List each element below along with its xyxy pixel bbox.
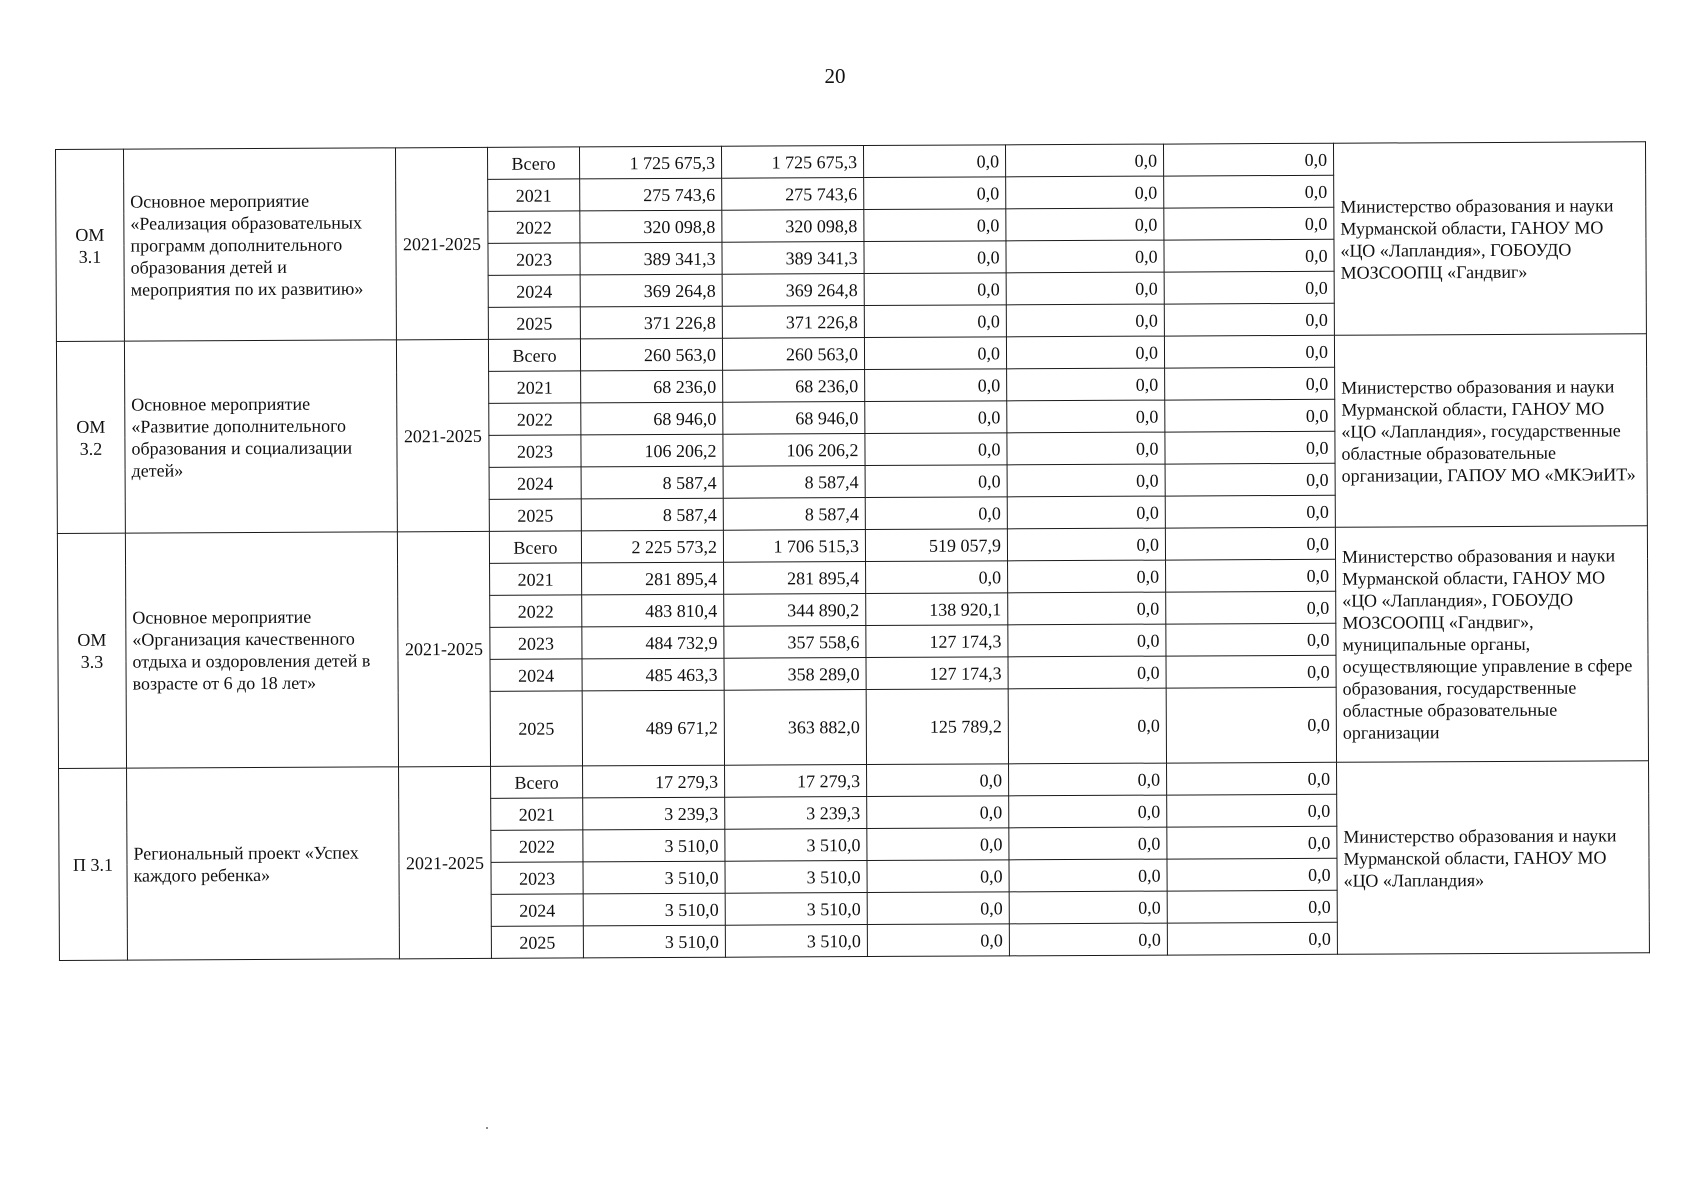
table-body bbox=[56, 142, 1650, 961]
year-cell: 2022 bbox=[490, 595, 582, 627]
budget-cell: 17 279,3 bbox=[725, 765, 867, 798]
section-executors: Министерство образования и науки Мурманской области, ГАНОУ МО «ЦО «Лапландия», ГОБОУДО МОЗСООПЦ «Гандвиг», муниципальные органы, осуществляющие управление в сфере образования, государственные областные образовательные организации bbox=[1335, 526, 1648, 763]
total-cell: 2 225 573,2 bbox=[581, 530, 723, 563]
total-cell: 275 743,6 bbox=[580, 178, 722, 211]
budget-cell: 3 239,3 bbox=[725, 797, 867, 830]
section-name: Основное мероприятие «Организация качественного отдыха и оздоровления детей в возрасте от 6 до 18 лет» bbox=[125, 532, 398, 768]
total-cell: 68 946,0 bbox=[581, 402, 723, 435]
federal-cell: 0,0 bbox=[867, 796, 1009, 829]
other-cell: 0,0 bbox=[1166, 559, 1336, 592]
year-cell: 2023 bbox=[491, 862, 583, 894]
local-cell: 0,0 bbox=[1009, 795, 1167, 828]
federal-cell: 0,0 bbox=[867, 860, 1009, 893]
budget-cell: 68 236,0 bbox=[723, 370, 865, 403]
local-cell: 0,0 bbox=[1008, 688, 1166, 764]
local-cell: 0,0 bbox=[1006, 272, 1164, 305]
local-cell: 0,0 bbox=[1007, 464, 1165, 497]
federal-cell: 127 174,3 bbox=[866, 657, 1008, 690]
budget-cell: 275 743,6 bbox=[722, 178, 864, 211]
total-cell: 3 510,0 bbox=[583, 925, 725, 958]
budget-cell: 357 558,6 bbox=[724, 626, 866, 659]
year-cell: 2025 bbox=[490, 691, 582, 766]
other-cell: 0,0 bbox=[1164, 175, 1334, 208]
other-cell: 0,0 bbox=[1166, 687, 1336, 763]
year-cell: Всего bbox=[489, 531, 581, 563]
year-cell: 2025 bbox=[488, 307, 580, 339]
local-cell: 0,0 bbox=[1009, 859, 1167, 892]
federal-cell: 0,0 bbox=[865, 369, 1007, 402]
local-cell: 0,0 bbox=[1009, 827, 1167, 860]
year-cell: 2021 bbox=[490, 563, 582, 595]
budget-cell: 1 706 515,3 bbox=[723, 530, 865, 563]
other-cell: 0,0 bbox=[1164, 335, 1334, 368]
year-cell: 2025 bbox=[489, 499, 581, 531]
section-period: 2021-2025 bbox=[399, 766, 492, 958]
total-cell: 484 732,9 bbox=[582, 626, 724, 659]
federal-cell: 0,0 bbox=[865, 465, 1007, 498]
budget-cell: 260 563,0 bbox=[722, 338, 864, 371]
total-cell: 106 206,2 bbox=[581, 434, 723, 467]
local-cell: 0,0 bbox=[1006, 240, 1164, 273]
budget-cell: 3 510,0 bbox=[725, 829, 867, 862]
total-cell: 489 671,2 bbox=[582, 690, 724, 766]
local-cell: 0,0 bbox=[1009, 923, 1167, 956]
total-cell: 369 264,8 bbox=[580, 274, 722, 307]
federal-cell: 0,0 bbox=[867, 828, 1009, 861]
federal-cell: 0,0 bbox=[867, 892, 1009, 925]
budget-cell: 371 226,8 bbox=[722, 306, 864, 339]
table-row bbox=[59, 761, 1649, 801]
table-row bbox=[56, 142, 1646, 182]
local-cell: 0,0 bbox=[1006, 208, 1164, 241]
budget-cell: 358 289,0 bbox=[724, 658, 866, 691]
local-cell: 0,0 bbox=[1007, 368, 1165, 401]
other-cell: 0,0 bbox=[1165, 463, 1335, 496]
federal-cell: 0,0 bbox=[864, 337, 1006, 370]
budget-cell: 1 725 675,3 bbox=[721, 146, 863, 179]
year-cell: 2021 bbox=[488, 179, 580, 211]
other-cell: 0,0 bbox=[1167, 890, 1337, 923]
total-cell: 3 239,3 bbox=[583, 797, 725, 830]
section-code: П 3.1 bbox=[59, 768, 128, 960]
federal-cell: 0,0 bbox=[863, 145, 1005, 178]
federal-cell: 0,0 bbox=[865, 497, 1007, 530]
budget-cell: 8 587,4 bbox=[723, 466, 865, 499]
section-period: 2021-2025 bbox=[395, 147, 488, 339]
local-cell: 0,0 bbox=[1008, 624, 1166, 657]
other-cell: 0,0 bbox=[1164, 271, 1334, 304]
year-cell: 2025 bbox=[491, 926, 583, 958]
total-cell: 260 563,0 bbox=[580, 338, 722, 371]
section-period: 2021-2025 bbox=[397, 531, 490, 766]
budget-cell: 3 510,0 bbox=[725, 925, 867, 958]
total-cell: 1 725 675,3 bbox=[579, 146, 721, 179]
table-row bbox=[56, 334, 1646, 374]
scan-speck bbox=[486, 1127, 488, 1129]
local-cell: 0,0 bbox=[1009, 763, 1167, 796]
year-cell: 2023 bbox=[488, 243, 580, 275]
local-cell: 0,0 bbox=[1006, 304, 1164, 337]
local-cell: 0,0 bbox=[1007, 400, 1165, 433]
section-period: 2021-2025 bbox=[396, 339, 489, 531]
budget-cell: 68 946,0 bbox=[723, 402, 865, 435]
total-cell: 371 226,8 bbox=[580, 306, 722, 339]
year-cell: 2022 bbox=[489, 403, 581, 435]
local-cell: 0,0 bbox=[1007, 528, 1165, 561]
other-cell: 0,0 bbox=[1165, 367, 1335, 400]
local-cell: 0,0 bbox=[1007, 432, 1165, 465]
section-name: Основное мероприятие «Развитие дополнительного образования и социализации детей» bbox=[124, 340, 397, 533]
budget-cell: 8 587,4 bbox=[723, 498, 865, 531]
budget-sheet bbox=[55, 141, 1649, 961]
section-name: Основное мероприятие «Реализация образовательных программ дополнительного образования детей и мероприятия по их развитию» bbox=[124, 148, 397, 341]
federal-cell: 0,0 bbox=[866, 561, 1008, 594]
budget-cell: 106 206,2 bbox=[723, 434, 865, 467]
other-cell: 0,0 bbox=[1164, 239, 1334, 272]
section-code: ОМ 3.3 bbox=[57, 533, 126, 768]
section-executors: Министерство образования и науки Мурманской области, ГАНОУ МО «ЦО «Лапландия», государственные областные образовательные организации, ГАПОУ МО «МКЭиИТ» bbox=[1334, 334, 1647, 528]
federal-cell: 0,0 bbox=[867, 764, 1009, 797]
other-cell: 0,0 bbox=[1167, 922, 1337, 955]
other-cell: 0,0 bbox=[1164, 303, 1334, 336]
federal-cell: 0,0 bbox=[864, 273, 1006, 306]
other-cell: 0,0 bbox=[1165, 399, 1335, 432]
local-cell: 0,0 bbox=[1005, 144, 1163, 177]
budget-cell: 344 890,2 bbox=[724, 594, 866, 627]
total-cell: 8 587,4 bbox=[581, 498, 723, 531]
local-cell: 0,0 bbox=[1009, 891, 1167, 924]
local-cell: 0,0 bbox=[1006, 336, 1164, 369]
federal-cell: 0,0 bbox=[865, 433, 1007, 466]
local-cell: 0,0 bbox=[1008, 592, 1166, 625]
budget-cell: 389 341,3 bbox=[722, 242, 864, 275]
federal-cell: 519 057,9 bbox=[865, 529, 1007, 562]
federal-cell: 125 789,2 bbox=[866, 689, 1008, 765]
budget-cell: 369 264,8 bbox=[722, 274, 864, 307]
federal-cell: 127 174,3 bbox=[866, 625, 1008, 658]
local-cell: 0,0 bbox=[1006, 176, 1164, 209]
federal-cell: 0,0 bbox=[865, 401, 1007, 434]
federal-cell: 0,0 bbox=[864, 305, 1006, 338]
total-cell: 281 895,4 bbox=[582, 562, 724, 595]
local-cell: 0,0 bbox=[1008, 560, 1166, 593]
local-cell: 0,0 bbox=[1007, 496, 1165, 529]
year-cell: 2021 bbox=[489, 371, 581, 403]
federal-cell: 0,0 bbox=[867, 924, 1009, 957]
budget-cell: 320 098,8 bbox=[722, 210, 864, 243]
federal-cell: 0,0 bbox=[864, 177, 1006, 210]
total-cell: 483 810,4 bbox=[582, 594, 724, 627]
total-cell: 68 236,0 bbox=[581, 370, 723, 403]
other-cell: 0,0 bbox=[1166, 591, 1336, 624]
budget-table bbox=[55, 141, 1650, 961]
total-cell: 3 510,0 bbox=[583, 893, 725, 926]
section-executors: Министерство образования и науки Мурманской области, ГАНОУ МО «ЦО «Лапландия» bbox=[1337, 761, 1650, 955]
total-cell: 389 341,3 bbox=[580, 242, 722, 275]
federal-cell: 0,0 bbox=[864, 209, 1006, 242]
other-cell: 0,0 bbox=[1165, 527, 1335, 560]
other-cell: 0,0 bbox=[1166, 655, 1336, 688]
total-cell: 3 510,0 bbox=[583, 829, 725, 862]
year-cell: 2024 bbox=[490, 659, 582, 691]
section-code: ОМ 3.1 bbox=[56, 149, 125, 341]
budget-cell: 363 882,0 bbox=[724, 690, 866, 766]
other-cell: 0,0 bbox=[1164, 207, 1334, 240]
year-cell: 2024 bbox=[489, 467, 581, 499]
year-cell: Всего bbox=[487, 147, 579, 179]
year-cell: Всего bbox=[491, 766, 583, 798]
year-cell: 2021 bbox=[491, 798, 583, 830]
year-cell: 2022 bbox=[491, 830, 583, 862]
table-row bbox=[57, 526, 1647, 566]
other-cell: 0,0 bbox=[1165, 495, 1335, 528]
section-executors: Министерство образования и науки Мурманской области, ГАНОУ МО «ЦО «Лапландия», ГОБОУДО МОЗСООПЦ «Гандвиг» bbox=[1333, 142, 1646, 336]
federal-cell: 138 920,1 bbox=[866, 593, 1008, 626]
total-cell: 8 587,4 bbox=[581, 466, 723, 499]
year-cell: 2023 bbox=[489, 435, 581, 467]
section-name: Региональный проект «Успех каждого ребенка» bbox=[127, 767, 400, 960]
local-cell: 0,0 bbox=[1008, 656, 1166, 689]
year-cell: 2022 bbox=[488, 211, 580, 243]
federal-cell: 0,0 bbox=[864, 241, 1006, 274]
year-cell: 2023 bbox=[490, 627, 582, 659]
total-cell: 3 510,0 bbox=[583, 861, 725, 894]
total-cell: 17 279,3 bbox=[583, 765, 725, 798]
year-cell: Всего bbox=[488, 339, 580, 371]
year-cell: 2024 bbox=[491, 894, 583, 926]
other-cell: 0,0 bbox=[1163, 143, 1333, 176]
section-code: ОМ 3.2 bbox=[56, 341, 125, 533]
total-cell: 320 098,8 bbox=[580, 210, 722, 243]
other-cell: 0,0 bbox=[1167, 794, 1337, 827]
other-cell: 0,0 bbox=[1167, 762, 1337, 795]
budget-cell: 3 510,0 bbox=[725, 861, 867, 894]
other-cell: 0,0 bbox=[1167, 826, 1337, 859]
page-number: 20 bbox=[824, 64, 846, 88]
other-cell: 0,0 bbox=[1167, 858, 1337, 891]
total-cell: 485 463,3 bbox=[582, 658, 724, 691]
budget-cell: 281 895,4 bbox=[724, 562, 866, 595]
year-cell: 2024 bbox=[488, 275, 580, 307]
other-cell: 0,0 bbox=[1165, 431, 1335, 464]
budget-cell: 3 510,0 bbox=[725, 893, 867, 926]
other-cell: 0,0 bbox=[1166, 623, 1336, 656]
